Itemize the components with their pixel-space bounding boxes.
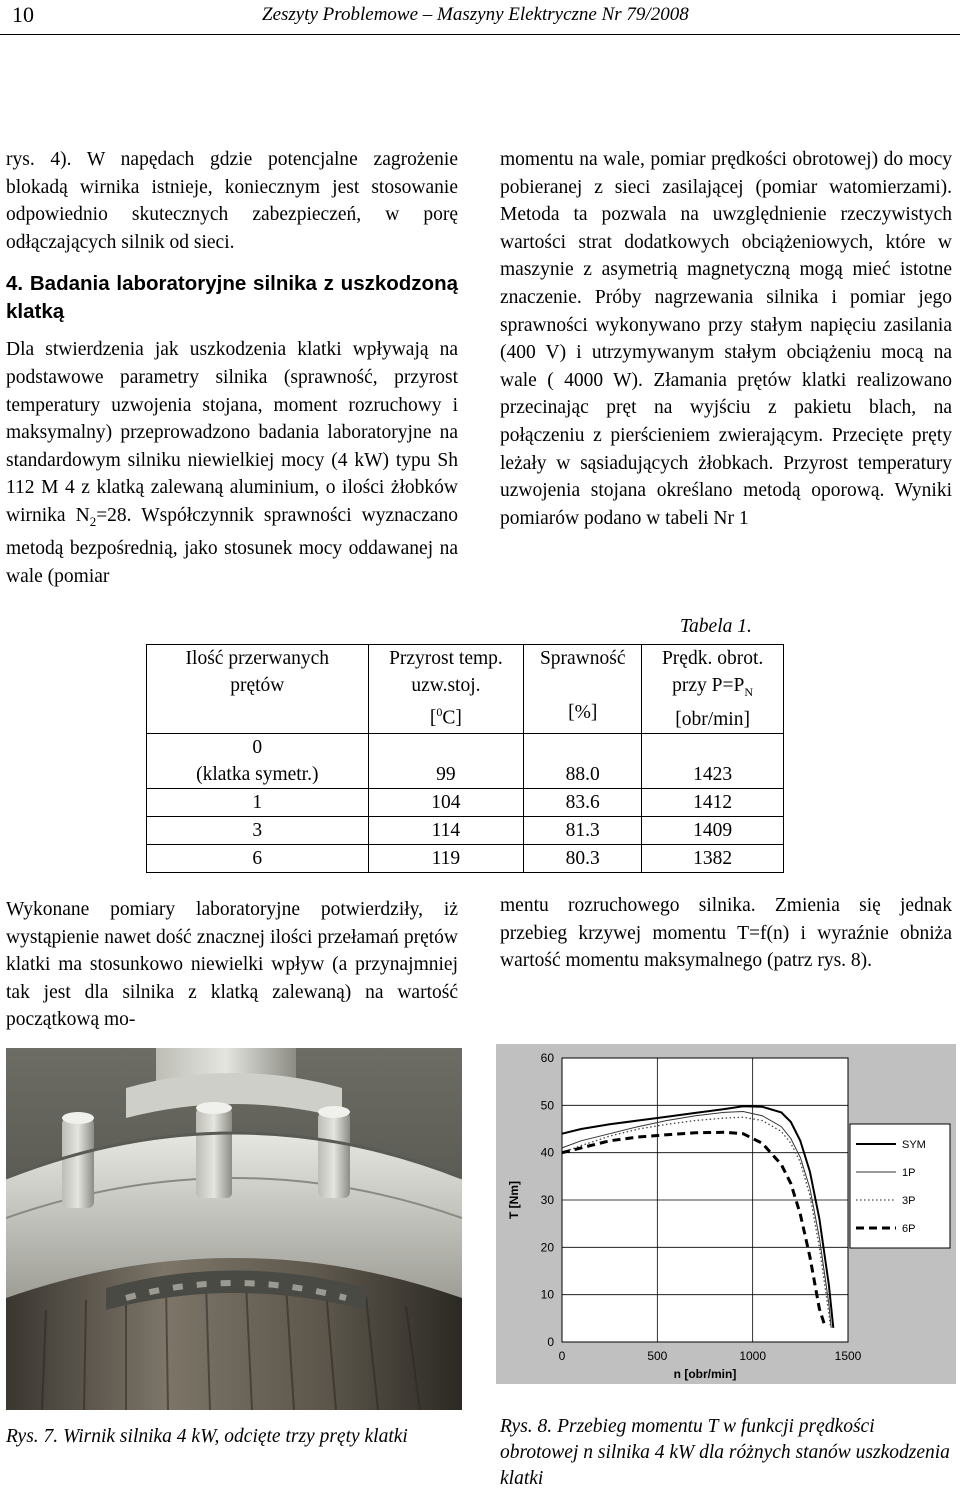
- paragraph: rys. 4). W napędach gdzie potencjalne zagrożenie blokadą wirnika istnieje, koniecznym jest stosowanie odpowiednio skutecznych zabezpieczeń, w porę odłączających silnik od sieci.: [6, 149, 458, 253]
- y-tick-label: 60: [540, 1051, 554, 1065]
- right-column-top: [500, 146, 952, 532]
- x-tick-label: 500: [647, 1349, 668, 1363]
- table-row: [147, 788, 784, 816]
- paragraph: mentu rozruchowego silnika. Zmienia się jednak przebieg krzywej momentu T=f(n) i wyraźnie obniża wartość momentu maksymalnego (patrz rys. 8).: [500, 895, 952, 972]
- page-number: 10: [12, 2, 34, 27]
- figure-8-caption: [500, 1414, 952, 1492]
- y-tick-label: 20: [540, 1240, 554, 1255]
- header-cell: [524, 645, 642, 734]
- right-column-bottom: [500, 892, 952, 975]
- chart-svg: [496, 1044, 956, 1384]
- paragraph: momentu na wale, pomiar prędkości obrotowej) do mocy pobieranej z sieci zasilającej (pomiar watomierzami). Metoda ta pozwala na uwzględnienie rzeczywistych wartości strat dodatkowych obciążeniowych, które w maszynie z asymetrią magnetyczną mogą mieć istotne znaczenie. Próby nagrzewania silnika i pomiar jego sprawności wykonywano przy stałym napięciu zasilania (400 V) i utrzymywanym stałym obciążeniu mocą na wale ( 4000 W). Złamania prętów klatki realizowano przecinając pręt na wyjściu z pakietu blach, na połączeniu z pierścieniem zwierającym. Przecięte pręty leżały w sąsiadujących żłobkach. Przyrost temperatury uzwojenia stojana określano metodą oporową. Wyniki pomiarów podano w tabeli Nr 1: [500, 149, 952, 529]
- running-header: [0, 0, 960, 35]
- left-column-top: [6, 146, 458, 591]
- table-row: [147, 733, 784, 788]
- legend-label: SYM: [902, 1139, 926, 1151]
- subscript: N: [744, 684, 754, 699]
- table-cell: 1412: [642, 788, 784, 816]
- table-cell: 83.6: [524, 788, 642, 816]
- table-caption: Tabela 1.: [680, 616, 752, 637]
- y-tick-label: 10: [540, 1287, 554, 1302]
- x-tick-label: 1500: [834, 1349, 862, 1363]
- table-cell: 81.3: [524, 816, 642, 844]
- header-text: [373, 699, 520, 732]
- header-text: [646, 672, 779, 706]
- header-text: prętów: [230, 675, 285, 696]
- text-run: [: [429, 707, 437, 729]
- table-cell: 99: [368, 733, 524, 788]
- table-cell: 88.0: [524, 733, 642, 788]
- caption-label: Rys. 8.: [500, 1416, 553, 1437]
- chart-legend: [850, 1124, 950, 1248]
- text-run: przy P=P: [672, 675, 745, 696]
- table-cell: 1: [147, 788, 369, 816]
- legend-box: [850, 1124, 950, 1248]
- figure-7-caption: [6, 1424, 462, 1450]
- subscript: 2: [89, 513, 97, 529]
- header-text: Prędk. obrot.: [661, 648, 764, 669]
- table-cell: 3: [147, 816, 369, 844]
- table-cell: 80.3: [524, 844, 642, 872]
- journal-title: Zeszyty Problemowe – Maszyny Elektryczne Nr 79/2008: [262, 4, 689, 25]
- x-tick-label: 1000: [739, 1349, 767, 1363]
- caption-text: Wirnik silnika 4 kW, odcięte trzy pręty klatki: [58, 1426, 408, 1447]
- legend-label: 6P: [902, 1223, 916, 1235]
- cell-text: 0: [252, 736, 263, 758]
- rotor-illustration: [6, 1048, 462, 1410]
- superscript: 0: [436, 705, 443, 719]
- table-cell: [147, 733, 369, 788]
- legend-label: 3P: [902, 1195, 916, 1207]
- caption-text: Przebieg momentu T w funkcji prędkości obrotowej n silnika 4 kW dla różnych stanów uszkodzenia klatki: [500, 1416, 950, 1489]
- header-text: [%]: [568, 702, 598, 723]
- header-text: Przyrost temp.: [389, 648, 503, 669]
- text-run: Dla stwierdzenia jak uszkodzenia klatki wpływają na podstawowe parametry silnika (sprawność, przyrost temperatury uzwojenia stojana, moment rozruchowy i maksymalny) przeprowadzono badania laboratoryjne na standardowym silniku niewielkiej mocy (4 kW) typu Sh 112 M 4 z klatką zalewaną aluminium, o ilości żłobków wirnika N: [6, 339, 458, 526]
- table-cell: 1382: [642, 844, 784, 872]
- rotor-photo: [6, 1048, 462, 1410]
- x-axis-label: n [obr/min]: [673, 1367, 737, 1381]
- header-text: [obr/min]: [675, 708, 750, 730]
- y-tick-label: 40: [540, 1145, 554, 1160]
- table-cell: 1409: [642, 816, 784, 844]
- x-tick-label: 0: [558, 1349, 566, 1363]
- legend-label: 1P: [902, 1167, 916, 1179]
- text-run: =28. Współczynnik sprawności wyznaczano metodą bezpośrednią, jako stosunek mocy oddawanej na wale (pomiar: [6, 504, 459, 588]
- header-text: uzw.stoj.: [411, 675, 481, 696]
- table-cell: 104: [368, 788, 524, 816]
- header-text: Ilość przerwanych: [185, 648, 330, 669]
- header-text: Sprawność: [539, 648, 626, 669]
- cell-text: (klatka symetr.): [196, 763, 319, 785]
- table-header-row: [147, 645, 784, 734]
- table-row: [147, 816, 784, 844]
- left-column-bottom: [6, 896, 458, 1034]
- section-heading: 4. Badania laboratoryjne silnika z uszkodzoną klatką: [6, 272, 458, 324]
- y-tick-label: 30: [540, 1193, 554, 1207]
- table-cell: 119: [368, 844, 524, 872]
- table-cell: 6: [147, 844, 369, 872]
- paragraph: [6, 336, 458, 590]
- y-axis-label: T [Nm]: [507, 1181, 521, 1219]
- table-row: [147, 844, 784, 872]
- header-cell: [147, 645, 369, 734]
- table-cell: 1423: [642, 733, 784, 788]
- table-cell: 114: [368, 816, 524, 844]
- header-cell: [642, 645, 784, 734]
- caption-label: Rys. 7.: [6, 1426, 59, 1447]
- y-tick-label: 0: [547, 1335, 554, 1349]
- torque-speed-chart: [496, 1044, 956, 1384]
- text-run: C]: [442, 707, 462, 729]
- results-table: [146, 644, 784, 873]
- header-cell: [368, 645, 524, 734]
- y-tick-label: 50: [540, 1098, 554, 1113]
- paragraph: Wykonane pomiary laboratoryjne potwierdziły, iż wystąpienie nawet dość znacznej ilości przełamań prętów klatki ma stosunkowo niewielki wpływ (a przynajmniej tak jest dla silnika z klatką zalewaną) na wartość początkową mo-: [6, 899, 458, 1031]
